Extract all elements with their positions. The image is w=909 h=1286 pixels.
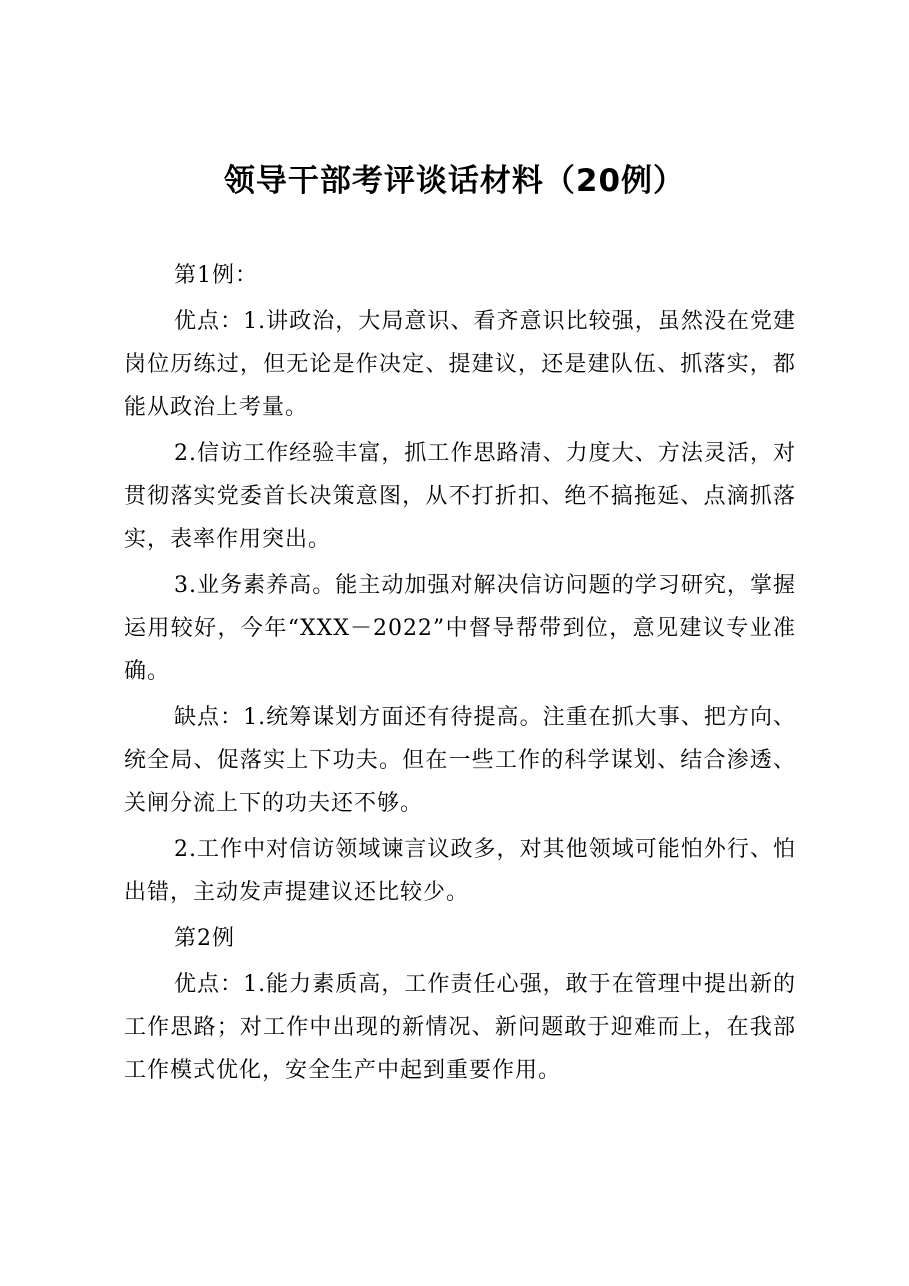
paragraph-case-2-strength-1: 优点：1.能力素质高，工作责任心强，敢于在管理中提出新的工作思路；对工作中出现的新情况、新问题敢于迎难而上，在我部工作模式优化，安全生产中起到重要作用。 <box>124 972 796 1083</box>
paragraph-case-1-heading: 第1例： <box>174 263 258 288</box>
paragraph-case-1-strength-3: 3.业务素养高。能主动加强对解决信访问题的学习研究，掌握运用较好，今年“XXX－2022”中督导帮带到位，意见建议专业准确。 <box>124 573 796 684</box>
paragraph-case-1-strength-1: 优点：1.讲政治，大局意识、看齐意识比较强，虽然没在党建岗位历练过，但无论是作决定、提建议，还是建队伍、抓落实，都能从政治上考量。 <box>124 309 796 420</box>
paragraph-case-1-weakness-1: 缺点：1.统筹谋划方面还有待提高。注重在抓大事、把方向、统全局、促落实上下功夫。但在一些工作的科学谋划、结合渗透、关闸分流上下的功夫还不够。 <box>124 705 796 816</box>
paragraph-case-2-heading: 第2例 <box>174 926 235 951</box>
document-title: 领导干部考评谈话材料（20例） <box>223 163 686 199</box>
paragraph-case-1-strength-2: 2.信访工作经验丰富，抓工作思路清、力度大、方法灵活，对贯彻落实党委首长决策意图，从不打折扣、绝不搞拖延、点滴抓落实，表率作用突出。 <box>124 441 796 552</box>
paragraph-case-1-weakness-2: 2.工作中对信访领域谏言议政多，对其他领域可能怕外行、怕出错，主动发声提建议还比较少。 <box>124 837 796 905</box>
document-body <box>124 254 796 1095</box>
